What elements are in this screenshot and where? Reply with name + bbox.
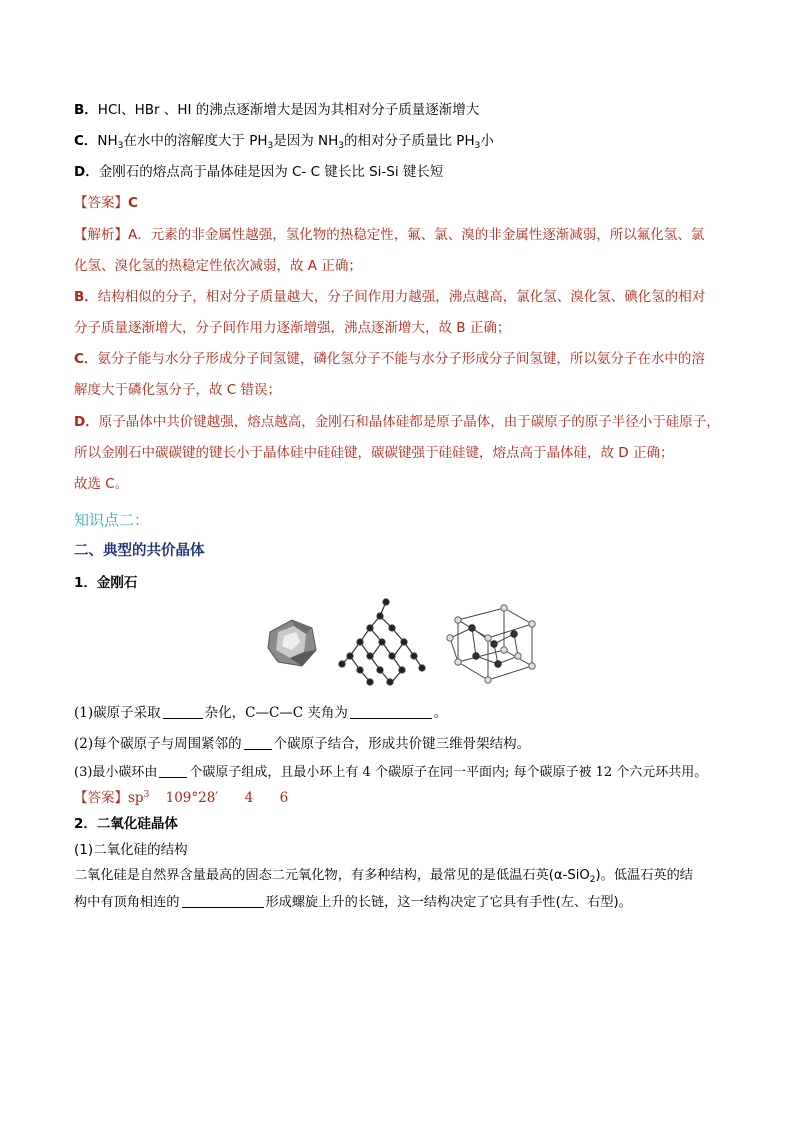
analysis-d-line1: D．原子晶体中共价键越强，熔点越高，金刚石和晶体硅都是原子晶体，由于碳原子的原子半径小于硅原子， bbox=[74, 414, 720, 430]
answer-1: 【答案】C bbox=[74, 195, 138, 211]
answer-blank[interactable] bbox=[350, 704, 432, 719]
diamond-structure-illustration bbox=[262, 598, 542, 688]
subsection-sio2-title: 2．二氧化硅晶体 bbox=[74, 816, 178, 832]
question-3: (3)最小碳环由 个碳原子组成，且最小环上有 4 个碳原子在同一平面内; 每个碳原子被 12 个六元环共用。 bbox=[74, 765, 708, 780]
sio2-structure-heading: (1)二氧化硅的结构 bbox=[74, 842, 188, 858]
analysis-conclusion: 故选 C。 bbox=[74, 476, 129, 492]
analysis-c-line1: C．氨分子能与水分子形成分子间氢键，磷化氢分子不能与水分子形成分子间氢键，所以氨分子在水中的溶 bbox=[74, 351, 705, 367]
question-1: (1)碳原子采取 杂化，C—C—C 夹角为 。 bbox=[74, 705, 448, 721]
answer-2: 【答案】$sp^3$ 109°28′ 4 6 bbox=[74, 790, 289, 806]
answer-blank[interactable] bbox=[244, 735, 272, 750]
answer-blank[interactable] bbox=[159, 763, 187, 778]
option-c: C．$NH_3$在水中的溶解度大于 $PH_3$是因为 $NH_3$的相对分子质量比 $PH_3$小 bbox=[74, 133, 494, 151]
analysis-b-line1: B．结构相似的分子，相对分子质量越大，分子间作用力越强，沸点越高，氯化氢、溴化氢、碘化氢的相对 bbox=[74, 289, 706, 305]
subsection-diamond-title: 1．金刚石 bbox=[74, 575, 138, 591]
diamond-figures bbox=[262, 598, 542, 688]
sio2-paragraph-line1: 二氧化硅是自然界含量最高的固态二元氧化物，有多种结构，最常见的是低温石英(α-SiO$_2$)。低温石英的结 bbox=[74, 868, 693, 885]
diamond-tetrahedral-model bbox=[339, 599, 425, 685]
sio2-paragraph-line2: 构中有顶角相连的 形成螺旋上升的长链，这一结构决定了它具有手性(左、右型)。 bbox=[74, 895, 632, 910]
analysis-c-line2: 解度大于磷化氢分子，故 C 错误； bbox=[74, 382, 282, 398]
question-2: (2)每个碳原子与周围紧邻的 个碳原子结合，形成共价键三维骨架结构。 bbox=[74, 736, 531, 752]
answer-blank[interactable] bbox=[163, 704, 203, 719]
option-b: B．HCl、HBr 、HI 的沸点逐渐增大是因为其相对分子质量逐渐增大 bbox=[74, 102, 480, 118]
answer-blank[interactable] bbox=[182, 893, 264, 908]
knowledge-point-heading: 知识点二： bbox=[74, 511, 150, 529]
section-title: 二、典型的共价晶体 bbox=[74, 543, 205, 559]
analysis-b-line2: 分子质量逐渐增大，分子间作用力逐渐增强，沸点逐渐增大，故 B 正确； bbox=[74, 320, 511, 336]
analysis-a-line2: 化氢、溴化氢的热稳定性依次减弱，故 A 正确； bbox=[74, 258, 362, 274]
option-d: D．金刚石的熔点高于晶体硅是因为 C- C 键长比 Si-Si 键长短 bbox=[74, 164, 444, 180]
analysis-d-line2: 所以金刚石中碳碳键的键长小于晶体硅中硅硅键，碳碳键强于硅硅键，熔点高于晶体硅，故 D 正确； bbox=[74, 445, 674, 461]
diamond-unit-cell-model bbox=[447, 605, 535, 683]
diamond-crystal-image bbox=[268, 620, 316, 666]
analysis-a-line1: 【解析】A．元素的非金属性越强，氢化物的热稳定性，氟、氯、溴的非金属性逐渐减弱，所以氟化氢、氯 bbox=[74, 227, 705, 243]
